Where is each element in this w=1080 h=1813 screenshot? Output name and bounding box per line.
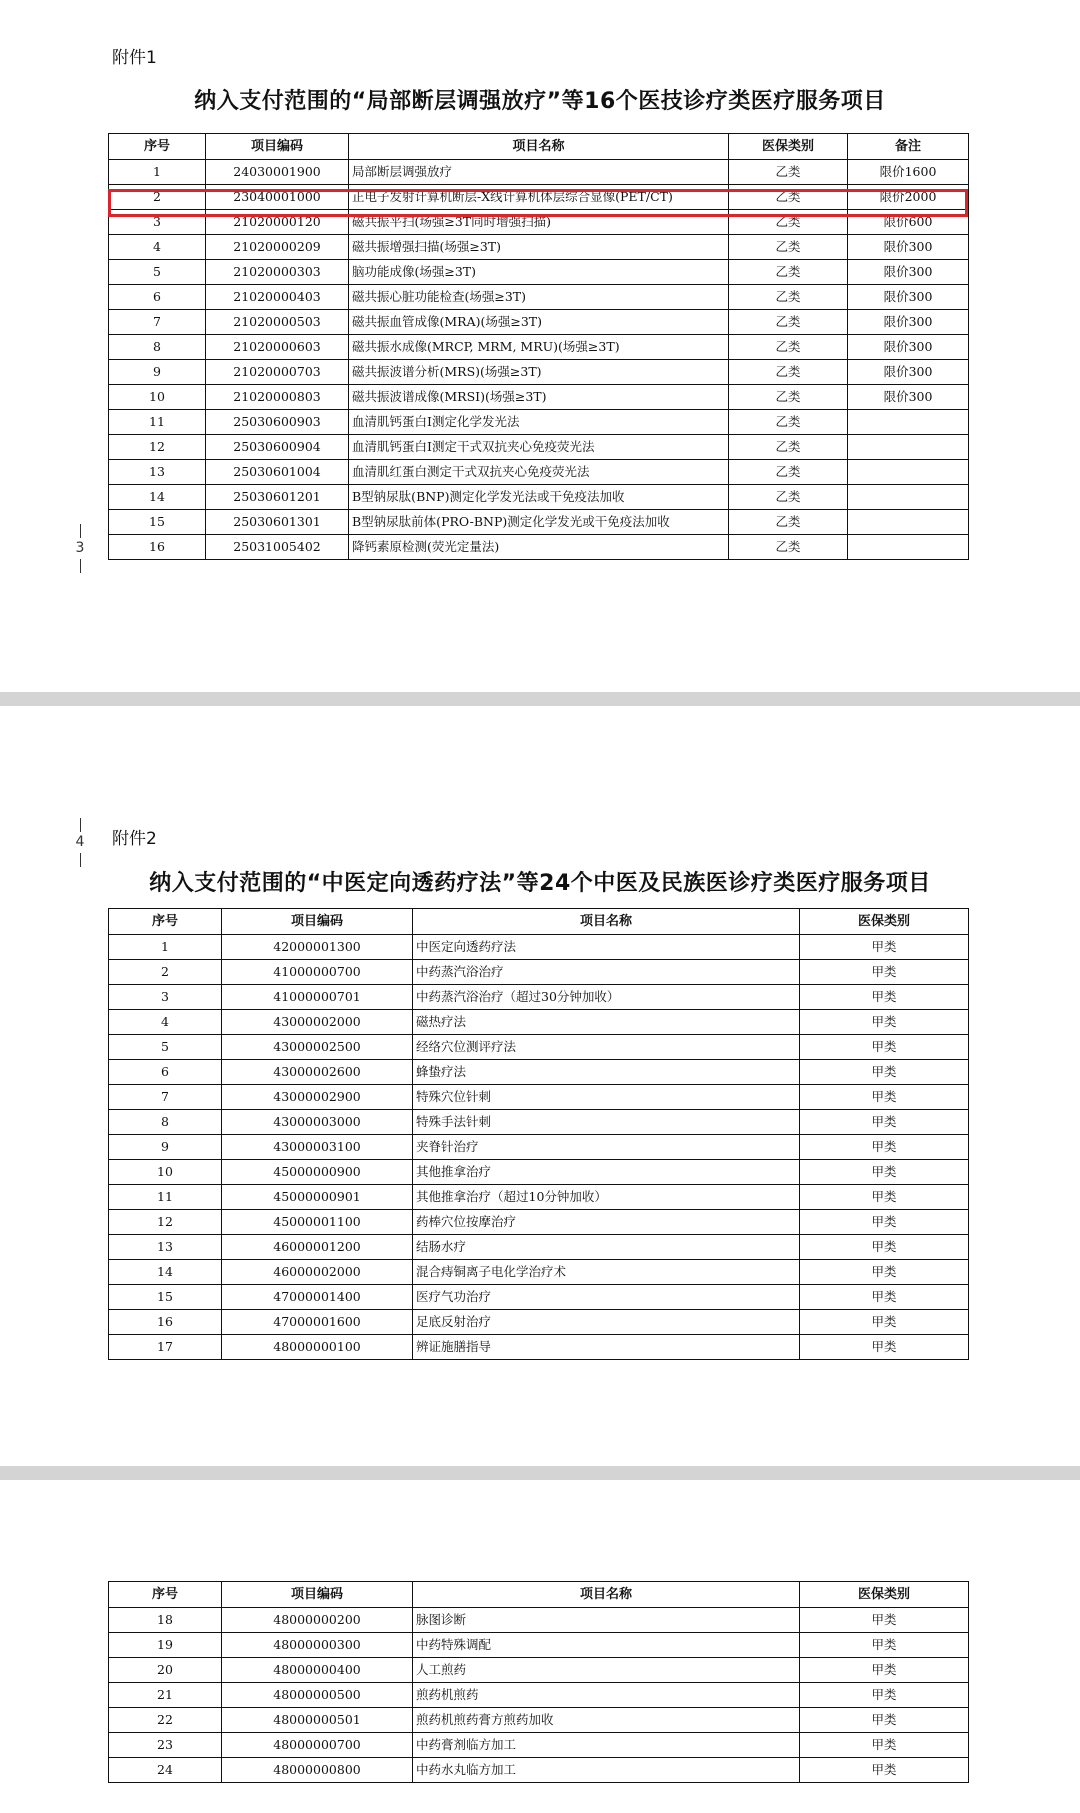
cell-code: 43000003100 (222, 1135, 413, 1160)
cell-seq: 11 (109, 1185, 222, 1210)
cell-code: 41000000701 (222, 985, 413, 1010)
cell-name: 脉图诊断 (413, 1608, 800, 1633)
cell-category: 乙类 (729, 260, 848, 285)
cell-seq: 6 (109, 1060, 222, 1085)
table-row (109, 1608, 969, 1633)
cell-category: 乙类 (729, 410, 848, 435)
cell-code: 48000000800 (222, 1758, 413, 1783)
cell-name: 磁共振波谱成像(MRSI)(场强≥3T) (349, 385, 729, 410)
table-row (109, 1758, 969, 1783)
cell-name: 结肠水疗 (413, 1235, 800, 1260)
document-page-2 (0, 706, 1080, 1466)
cell-seq: 1 (109, 160, 206, 185)
cell-code: 43000002600 (222, 1060, 413, 1085)
cell-seq: 11 (109, 410, 206, 435)
cell-seq: 9 (109, 360, 206, 385)
cell-seq: 2 (109, 185, 206, 210)
cell-code: 47000001600 (222, 1310, 413, 1335)
cell-category: 甲类 (800, 1733, 969, 1758)
cell-category: 乙类 (729, 535, 848, 560)
table-row (109, 1060, 969, 1085)
table-row (109, 285, 969, 310)
cell-code: 43000002500 (222, 1035, 413, 1060)
cell-seq: 4 (109, 1010, 222, 1035)
cell-code: 45000000901 (222, 1185, 413, 1210)
table-row (109, 985, 969, 1010)
cell-name: 脑功能成像(场强≥3T) (349, 260, 729, 285)
cell-name: 其他推拿治疗 (413, 1160, 800, 1185)
cell-remark (848, 435, 969, 460)
table-body (109, 935, 969, 1360)
cell-seq: 15 (109, 1285, 222, 1310)
cell-name: 药棒穴位按摩治疗 (413, 1210, 800, 1235)
cell-category: 甲类 (800, 1260, 969, 1285)
cell-category: 乙类 (729, 460, 848, 485)
cell-code: 24030001900 (206, 160, 349, 185)
cell-seq: 3 (109, 985, 222, 1010)
cell-code: 45000000900 (222, 1160, 413, 1185)
cell-category: 甲类 (800, 1085, 969, 1110)
cell-code: 41000000700 (222, 960, 413, 985)
page-number-text: 4 (75, 834, 85, 850)
cell-remark: 限价1600 (848, 160, 969, 185)
cell-seq: 5 (109, 260, 206, 285)
cell-category: 甲类 (800, 1135, 969, 1160)
table-header-row (109, 134, 969, 160)
cell-name: 中药蒸汽浴治疗 (413, 960, 800, 985)
table-row (109, 435, 969, 460)
cell-seq: 13 (109, 1235, 222, 1260)
cell-seq: 9 (109, 1135, 222, 1160)
cell-code: 25030600904 (206, 435, 349, 460)
cell-category: 甲类 (800, 1310, 969, 1335)
cell-seq: 8 (109, 335, 206, 360)
table-row (109, 385, 969, 410)
cell-code: 21020000209 (206, 235, 349, 260)
cell-category: 甲类 (800, 1758, 969, 1783)
cell-seq: 2 (109, 960, 222, 985)
cell-seq: 10 (109, 385, 206, 410)
table-row (109, 1085, 969, 1110)
cell-name: 人工煎药 (413, 1658, 800, 1683)
document-page-1 (0, 0, 1080, 692)
page-number-dash (80, 818, 81, 832)
cell-category: 乙类 (729, 235, 848, 260)
cell-category: 乙类 (729, 185, 848, 210)
page-separator (0, 1466, 1080, 1480)
table-row (109, 535, 969, 560)
cell-seq: 24 (109, 1758, 222, 1783)
cell-category: 甲类 (800, 935, 969, 960)
items-table-3 (108, 1581, 969, 1783)
cell-remark (848, 510, 969, 535)
cell-category: 甲类 (800, 1658, 969, 1683)
cell-seq: 6 (109, 285, 206, 310)
cell-code: 47000001400 (222, 1285, 413, 1310)
cell-category: 甲类 (800, 1035, 969, 1060)
cell-name: 磁共振波谱分析(MRS)(场强≥3T) (349, 360, 729, 385)
cell-seq: 14 (109, 1260, 222, 1285)
cell-remark: 限价2000 (848, 185, 969, 210)
items-table-2 (108, 908, 969, 1360)
cell-remark: 限价300 (848, 260, 969, 285)
cell-seq: 19 (109, 1633, 222, 1658)
table-row (109, 1035, 969, 1060)
cell-name: 足底反射治疗 (413, 1310, 800, 1335)
cell-seq: 23 (109, 1733, 222, 1758)
cell-code: 21020000303 (206, 260, 349, 285)
cell-name: 磁共振平扫(场强≥3T同时增强扫描) (349, 210, 729, 235)
cell-code: 21020000703 (206, 360, 349, 385)
cell-code: 25030601201 (206, 485, 349, 510)
table-row (109, 210, 969, 235)
cell-code: 21020000403 (206, 285, 349, 310)
annex-label: 附件2 (112, 829, 157, 849)
table-row (109, 160, 969, 185)
document-page-3 (0, 1480, 1080, 1813)
cell-name: 正电子发射计算机断层-X线计算机体层综合显像(PET/CT) (349, 185, 729, 210)
cell-code: 48000000200 (222, 1608, 413, 1633)
cell-name: B型钠尿肽前体(PRO-BNP)测定化学发光或干免疫法加收 (349, 510, 729, 535)
cell-category: 乙类 (729, 285, 848, 310)
cell-code: 46000002000 (222, 1260, 413, 1285)
page-title: 纳入支付范围的“局部断层调强放疗”等16个医技诊疗类医疗服务项目 (194, 89, 886, 114)
cell-name: 磁共振血管成像(MRA)(场强≥3T) (349, 310, 729, 335)
table-row (109, 1310, 969, 1335)
cell-name: 血清肌钙蛋白Ⅰ测定干式双抗夹心免疫荧光法 (349, 435, 729, 460)
cell-seq: 12 (109, 435, 206, 460)
table-row (109, 1335, 969, 1360)
table-row (109, 410, 969, 435)
cell-category: 甲类 (800, 1608, 969, 1633)
cell-seq: 18 (109, 1608, 222, 1633)
page-number-dash (80, 853, 81, 867)
cell-remark: 限价300 (848, 235, 969, 260)
col-header-name: 项目名称 (349, 134, 729, 160)
cell-remark: 限价300 (848, 335, 969, 360)
items-table-1 (108, 133, 969, 560)
cell-seq: 12 (109, 1210, 222, 1235)
table-header-row (109, 1582, 969, 1608)
cell-category: 甲类 (800, 1335, 969, 1360)
cell-name: 医疗气功治疗 (413, 1285, 800, 1310)
cell-category: 甲类 (800, 985, 969, 1010)
table-row (109, 935, 969, 960)
annex-label: 附件1 (112, 48, 157, 68)
table-row (109, 1260, 969, 1285)
col-header-category: 医保类别 (800, 1582, 969, 1608)
cell-name: 特殊手法针刺 (413, 1110, 800, 1135)
col-header-seq: 序号 (109, 909, 222, 935)
cell-name: 中药蒸汽浴治疗（超过30分钟加收） (413, 985, 800, 1010)
cell-code: 48000000400 (222, 1658, 413, 1683)
col-header-code: 项目编码 (222, 1582, 413, 1608)
cell-name: 混合痔铜离子电化学治疗术 (413, 1260, 800, 1285)
cell-code: 21020000120 (206, 210, 349, 235)
table-row (109, 260, 969, 285)
cell-category: 乙类 (729, 360, 848, 385)
cell-remark: 限价600 (848, 210, 969, 235)
cell-category: 甲类 (800, 1060, 969, 1085)
cell-code: 46000001200 (222, 1235, 413, 1260)
col-header-remark: 备注 (848, 134, 969, 160)
cell-seq: 16 (109, 535, 206, 560)
cell-seq: 20 (109, 1658, 222, 1683)
cell-remark (848, 485, 969, 510)
cell-category: 乙类 (729, 435, 848, 460)
table-row (109, 485, 969, 510)
cell-seq: 8 (109, 1110, 222, 1135)
cell-category: 乙类 (729, 210, 848, 235)
cell-category: 甲类 (800, 1708, 969, 1733)
cell-remark: 限价300 (848, 385, 969, 410)
cell-category: 甲类 (800, 1185, 969, 1210)
cell-seq: 13 (109, 460, 206, 485)
cell-seq: 3 (109, 210, 206, 235)
page-number (72, 522, 88, 575)
cell-name: 中医定向透药疗法 (413, 935, 800, 960)
cell-name: 经络穴位测评疗法 (413, 1035, 800, 1060)
cell-name: 煎药机煎药 (413, 1683, 800, 1708)
cell-seq: 16 (109, 1310, 222, 1335)
cell-code: 25030600903 (206, 410, 349, 435)
page-title: 纳入支付范围的“中医定向透药疗法”等24个中医及民族医诊疗类医疗服务项目 (149, 871, 931, 896)
cell-code: 42000001300 (222, 935, 413, 960)
table-row (109, 235, 969, 260)
cell-name: 降钙素原检测(荧光定量法) (349, 535, 729, 560)
cell-name: 辨证施膳指导 (413, 1335, 800, 1360)
cell-remark (848, 410, 969, 435)
cell-code: 43000002900 (222, 1085, 413, 1110)
cell-code: 21020000803 (206, 385, 349, 410)
cell-code: 48000000100 (222, 1335, 413, 1360)
col-header-code: 项目编码 (206, 134, 349, 160)
table-row (109, 1235, 969, 1260)
cell-code: 25030601301 (206, 510, 349, 535)
table-header-row (109, 909, 969, 935)
cell-code: 21020000503 (206, 310, 349, 335)
cell-seq: 21 (109, 1683, 222, 1708)
cell-category: 乙类 (729, 160, 848, 185)
table-row (109, 960, 969, 985)
cell-name: 血清肌钙蛋白Ⅰ测定化学发光法 (349, 410, 729, 435)
cell-seq: 5 (109, 1035, 222, 1060)
cell-code: 48000000300 (222, 1633, 413, 1658)
cell-seq: 17 (109, 1335, 222, 1360)
cell-category: 甲类 (800, 1235, 969, 1260)
cell-code: 48000000700 (222, 1733, 413, 1758)
table-body (109, 160, 969, 560)
cell-category: 甲类 (800, 1010, 969, 1035)
cell-code: 21020000603 (206, 335, 349, 360)
table-row (109, 460, 969, 485)
cell-name: 蜂蛰疗法 (413, 1060, 800, 1085)
cell-category: 甲类 (800, 1110, 969, 1135)
page-number-dash (80, 559, 81, 573)
cell-seq: 7 (109, 1085, 222, 1110)
table-row (109, 1285, 969, 1310)
table-row (109, 360, 969, 385)
cell-name: 中药水丸临方加工 (413, 1758, 800, 1783)
cell-category: 甲类 (800, 960, 969, 985)
cell-seq: 7 (109, 310, 206, 335)
table-row (109, 310, 969, 335)
cell-remark: 限价300 (848, 285, 969, 310)
col-header-name: 项目名称 (413, 1582, 800, 1608)
cell-remark: 限价300 (848, 360, 969, 385)
cell-name: 磁共振心脏功能检查(场强≥3T) (349, 285, 729, 310)
table-row (109, 1708, 969, 1733)
page-number-dash (80, 524, 81, 538)
cell-name: 煎药机煎药膏方煎药加收 (413, 1708, 800, 1733)
cell-name: 特殊穴位针刺 (413, 1085, 800, 1110)
cell-code: 45000001100 (222, 1210, 413, 1235)
col-header-category: 医保类别 (729, 134, 848, 160)
page-separator (0, 692, 1080, 706)
cell-name: 磁热疗法 (413, 1010, 800, 1035)
cell-code: 43000002000 (222, 1010, 413, 1035)
cell-name: 磁共振增强扫描(场强≥3T) (349, 235, 729, 260)
table-row (109, 185, 969, 210)
cell-code: 25031005402 (206, 535, 349, 560)
table-row (109, 1633, 969, 1658)
cell-category: 乙类 (729, 335, 848, 360)
table-row (109, 1658, 969, 1683)
cell-remark (848, 535, 969, 560)
page-number (72, 816, 88, 869)
cell-seq: 22 (109, 1708, 222, 1733)
cell-category: 甲类 (800, 1210, 969, 1235)
cell-name: 夹脊针治疗 (413, 1135, 800, 1160)
cell-name: 中药特殊调配 (413, 1633, 800, 1658)
cell-seq: 4 (109, 235, 206, 260)
table-row (109, 1110, 969, 1135)
cell-name: B型钠尿肽(BNP)测定化学发光法或干免疫法加收 (349, 485, 729, 510)
col-header-category: 医保类别 (800, 909, 969, 935)
col-header-seq: 序号 (109, 1582, 222, 1608)
cell-category: 甲类 (800, 1285, 969, 1310)
cell-code: 23040001000 (206, 185, 349, 210)
cell-code: 48000000500 (222, 1683, 413, 1708)
table-row (109, 1733, 969, 1758)
table-row (109, 1210, 969, 1235)
table-row (109, 1185, 969, 1210)
cell-seq: 14 (109, 485, 206, 510)
table-row (109, 1135, 969, 1160)
cell-code: 25030601004 (206, 460, 349, 485)
cell-category: 甲类 (800, 1633, 969, 1658)
page-number-text: 3 (75, 540, 85, 556)
table-body (109, 1608, 969, 1783)
cell-seq: 15 (109, 510, 206, 535)
col-header-name: 项目名称 (413, 909, 800, 935)
table-row (109, 1010, 969, 1035)
table-row (109, 1160, 969, 1185)
cell-name: 磁共振水成像(MRCP, MRM, MRU)(场强≥3T) (349, 335, 729, 360)
cell-code: 43000003000 (222, 1110, 413, 1135)
col-header-code: 项目编码 (222, 909, 413, 935)
cell-remark: 限价300 (848, 310, 969, 335)
cell-category: 甲类 (800, 1683, 969, 1708)
cell-category: 乙类 (729, 385, 848, 410)
col-header-seq: 序号 (109, 134, 206, 160)
cell-code: 48000000501 (222, 1708, 413, 1733)
cell-name: 局部断层调强放疗 (349, 160, 729, 185)
cell-name: 其他推拿治疗（超过10分钟加收） (413, 1185, 800, 1210)
cell-seq: 10 (109, 1160, 222, 1185)
cell-category: 甲类 (800, 1160, 969, 1185)
table-row (109, 510, 969, 535)
cell-name: 血清肌红蛋白测定干式双抗夹心免疫荧光法 (349, 460, 729, 485)
table-row (109, 1683, 969, 1708)
cell-category: 乙类 (729, 485, 848, 510)
cell-category: 乙类 (729, 510, 848, 535)
cell-category: 乙类 (729, 310, 848, 335)
cell-seq: 1 (109, 935, 222, 960)
table-row (109, 335, 969, 360)
cell-name: 中药膏剂临方加工 (413, 1733, 800, 1758)
cell-remark (848, 460, 969, 485)
